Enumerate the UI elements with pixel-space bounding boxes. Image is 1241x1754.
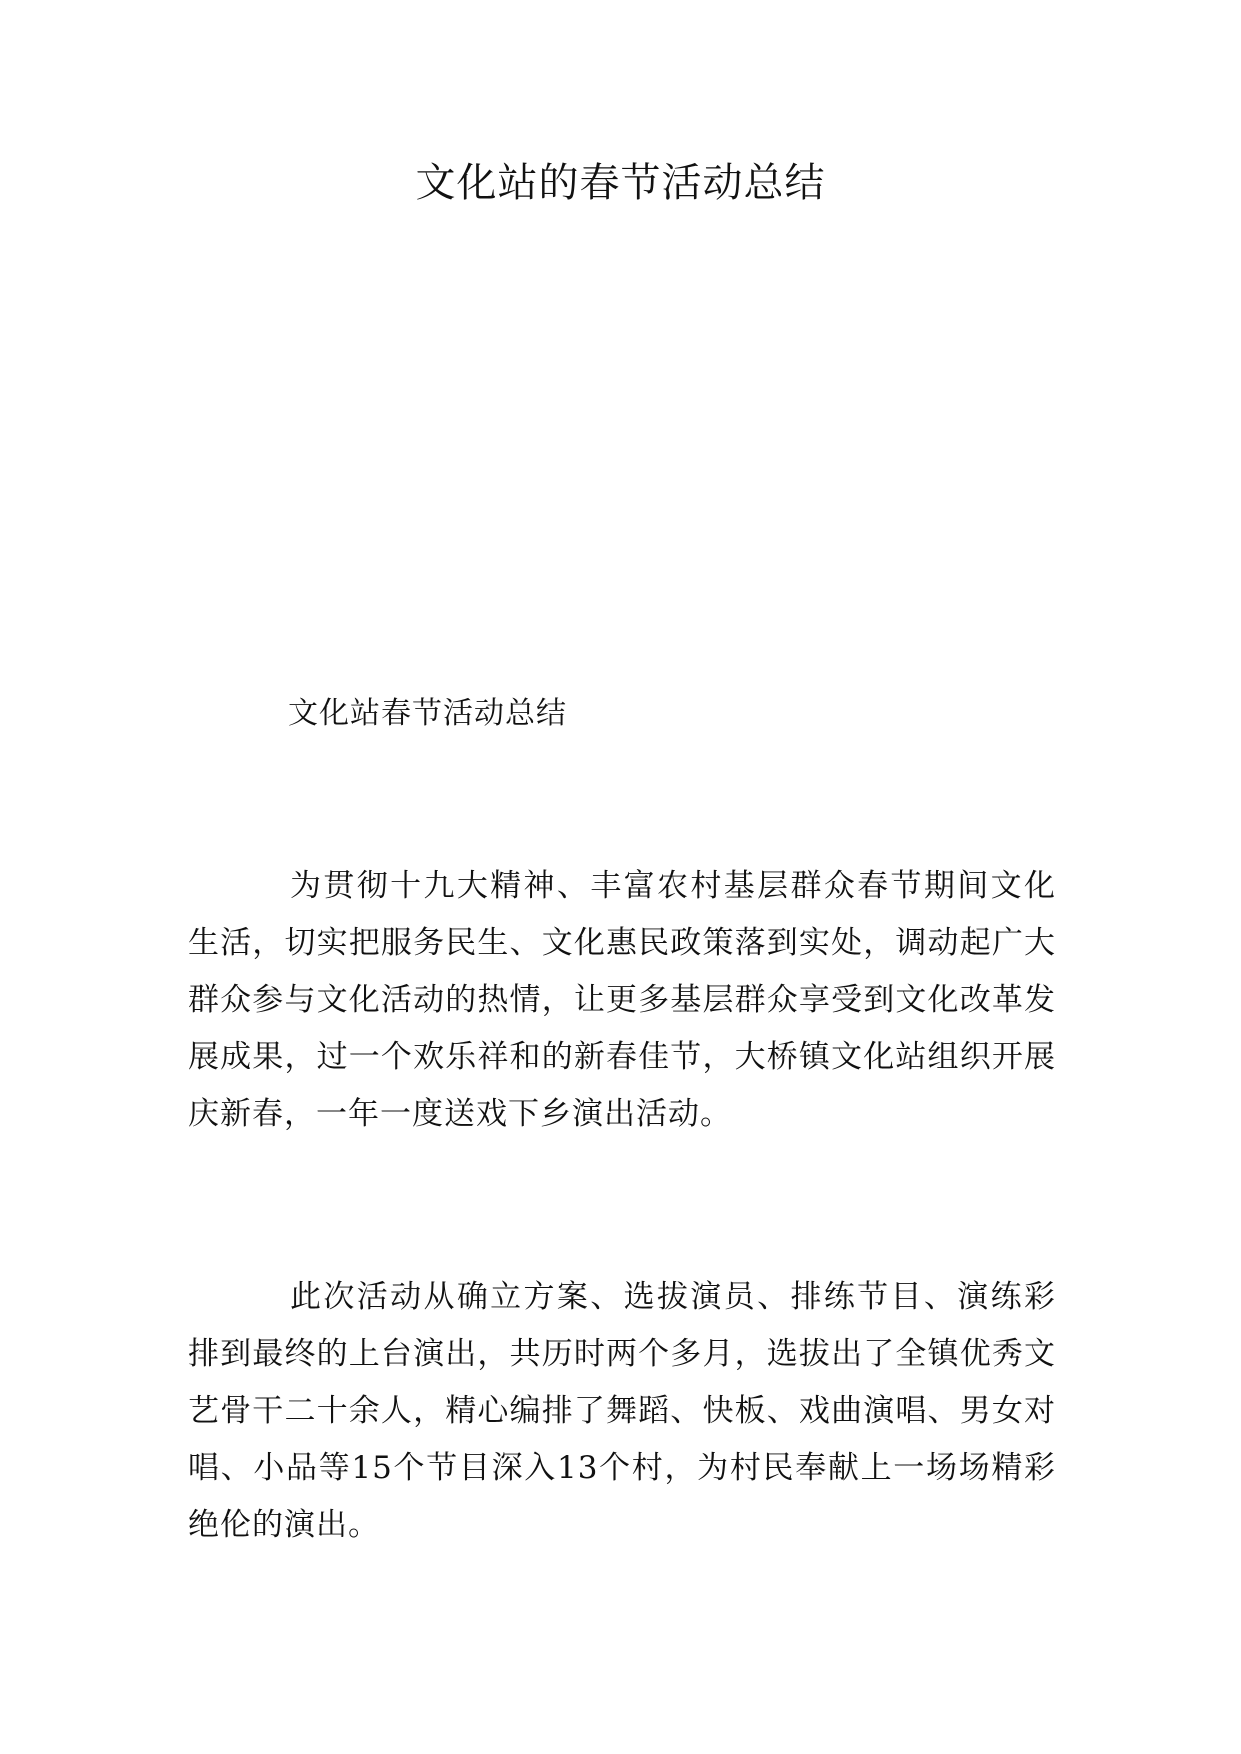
paragraph-2: 此次活动从确立方案、选拔演员、排练节目、演练彩排到最终的上台演出，共历时两个多月，选拔出了全镇优秀文艺骨干二十余人，精心编排了舞蹈、快板、戏曲演唱、男女对唱、小品等15个节目深入13个村，为村民奉献上一场场精彩绝伦的演出。	[188, 1279, 1056, 1543]
document-subheading: 文化站春节活动总结	[288, 696, 567, 731]
paragraph-1: 为贯彻十九大精神、丰富农村基层群众春节期间文化生活，切实把服务民生、文化惠民政策落到实处，调动起广大群众参与文化活动的热情，让更多基层群众享受到文化改革发展成果，过一个欢乐祥和的新春佳节，大桥镇文化站组织开展庆新春，一年一度送戏下乡演出活动。	[188, 868, 1056, 1132]
document-title: 文化站的春节活动总结	[415, 160, 826, 206]
